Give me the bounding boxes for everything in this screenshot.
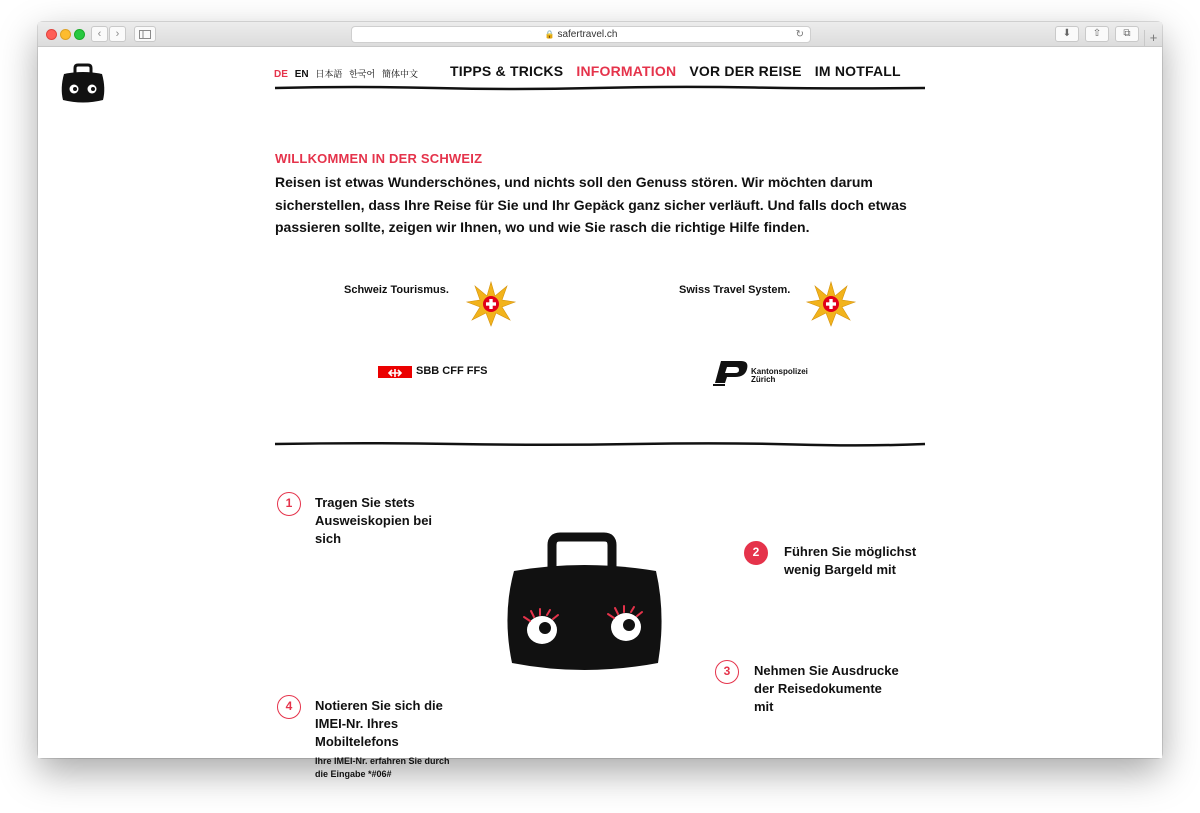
address-bar[interactable] xyxy=(351,26,811,43)
nav-tipps-tricks[interactable]: TIPPS & TRICKS xyxy=(450,63,564,79)
zoom-window-button[interactable] xyxy=(74,29,85,40)
kantonspolizei-zuerich-logo[interactable] xyxy=(711,357,831,389)
lang-zh-link[interactable]: 簡体中文 xyxy=(382,69,419,79)
swiss-star-logo-icon[interactable] xyxy=(466,281,516,327)
lang-de-link[interactable]: DE xyxy=(274,69,288,80)
tip-text: Notieren Sie sich die IMEI-Nr. Ihres Mobiltelefons xyxy=(315,698,443,749)
tip-number-badge: 3 xyxy=(715,660,739,684)
swiss-star-logo-icon[interactable] xyxy=(806,281,856,327)
tip-text: Nehmen Sie Ausdrucke der Reisedokumente mit xyxy=(754,663,899,714)
chevron-left-icon: ‹ xyxy=(97,28,102,40)
chevron-right-icon: › xyxy=(115,28,120,40)
nav-divider xyxy=(275,85,925,91)
tabs-icon: ⧉ xyxy=(1123,28,1131,39)
browser-titlebar xyxy=(38,22,1162,47)
tip-number-badge: 4 xyxy=(277,695,301,719)
suitcase-logo-icon[interactable] xyxy=(60,64,106,106)
main-navigation xyxy=(450,63,910,79)
nav-im-notfall[interactable]: IM NOTFALL xyxy=(814,63,901,79)
lang-ja-link[interactable]: 日本語 xyxy=(315,69,343,79)
nav-information[interactable]: INFORMATION xyxy=(576,63,677,79)
kapo-logo-text-line1: Kantonspolizei xyxy=(751,367,808,376)
sbb-logo-text: SBB CFF FFS xyxy=(416,365,488,377)
sidebar-toggle-button[interactable] xyxy=(134,26,156,42)
lock-icon: 🔒 xyxy=(544,30,555,39)
tip-number-badge: 1 xyxy=(277,492,301,516)
download-icon: ⬇ xyxy=(1062,28,1072,39)
lang-en-link[interactable]: EN xyxy=(294,69,309,80)
plus-icon: + xyxy=(1149,30,1158,45)
sidebar-icon xyxy=(139,30,151,39)
share-button[interactable] xyxy=(1085,26,1109,42)
suitcase-mascot-icon xyxy=(504,535,664,675)
welcome-text: Reisen ist etwas Wunderschönes, und nichts soll den Genuss stören. Wir möchten darum sicherstellen, dass Ihre Reise für Sie und Ihr Gepäck ganz sicher verläuft. Und falls doch etwas passieren sollte, zeigen wir Ihnen, wo und wie Sie rasch die richtige Hilfe finden. xyxy=(275,174,907,235)
new-tab-button[interactable] xyxy=(1144,30,1162,47)
tab-overview-button[interactable] xyxy=(1115,26,1139,42)
nav-vor-der-reise[interactable]: VOR DER REISE xyxy=(689,63,802,79)
tip-text: Führen Sie möglichst wenig Bargeld mit xyxy=(784,544,917,577)
web-page xyxy=(38,47,1162,779)
sbb-arrows-icon xyxy=(378,366,412,378)
close-window-button[interactable] xyxy=(46,29,57,40)
tip-number-badge: 2 xyxy=(744,541,768,565)
language-switcher xyxy=(274,67,422,80)
back-button[interactable] xyxy=(91,26,108,42)
downloads-button[interactable] xyxy=(1055,26,1079,42)
browser-window xyxy=(38,22,1162,779)
reload-icon[interactable]: ↻ xyxy=(795,29,804,40)
url-text: safertravel.ch xyxy=(557,29,618,40)
section-divider xyxy=(275,441,925,447)
kapo-emblem-icon xyxy=(711,357,751,387)
kapo-logo-text-line2: Zürich xyxy=(751,375,776,384)
share-icon: ⇧ xyxy=(1092,28,1102,39)
minimize-window-button[interactable] xyxy=(60,29,71,40)
tip-text: Tragen Sie stets Ausweiskopien bei sich xyxy=(315,495,433,546)
schweiz-tourismus-logo-text: Schweiz Tourismus. xyxy=(344,284,449,296)
swiss-travel-system-logo-text: Swiss Travel System. xyxy=(679,284,791,296)
forward-button[interactable] xyxy=(109,26,126,42)
tip-note: Ihre IMEI-Nr. erfahren Sie durch die Eingabe *#06# xyxy=(315,756,450,779)
lang-ko-link[interactable]: 한국어 xyxy=(349,69,376,79)
welcome-title: WILLKOMMEN IN DER SCHWEIZ xyxy=(275,151,483,166)
